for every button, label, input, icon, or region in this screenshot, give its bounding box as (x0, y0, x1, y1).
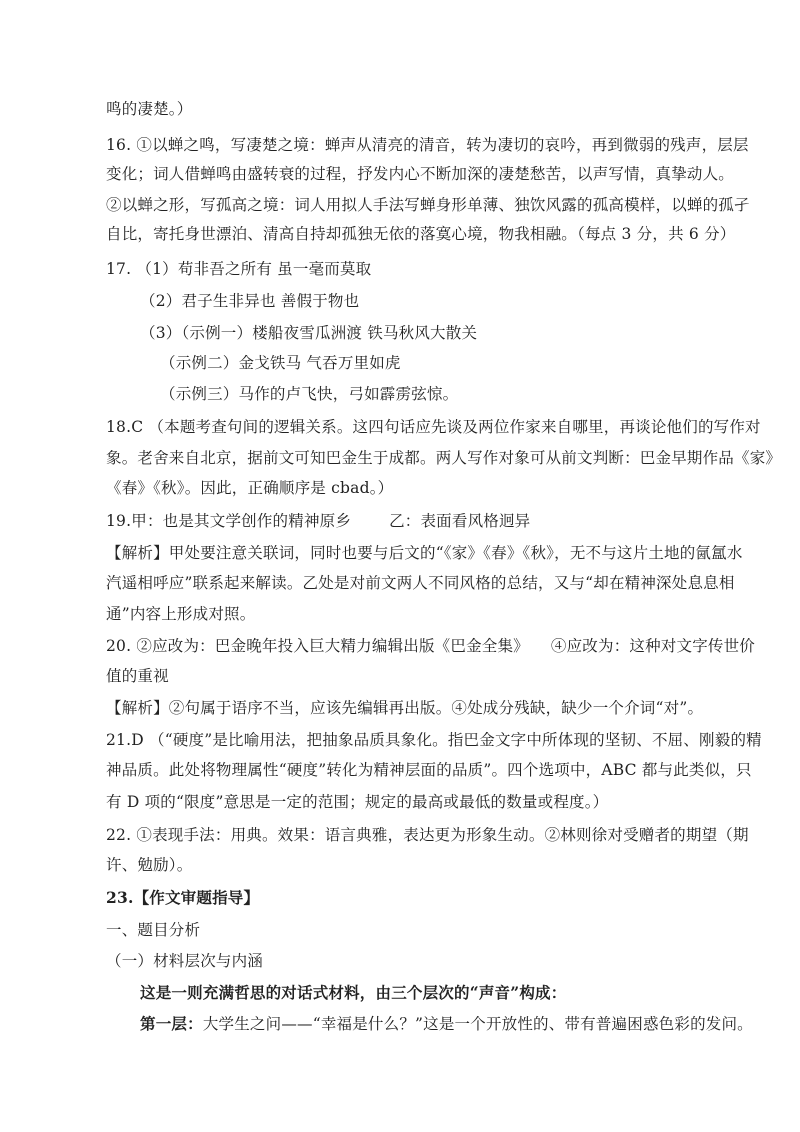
answer-16-line-1: 16. ①以蝉之鸣，写凄楚之境：蝉声从清亮的清音，转为凄切的哀吟，再到微弱的残声，层层 (106, 136, 749, 154)
answer-16-line-2: 变化；词人借蝉鸣由盛转衰的过程，抒发内心不断加深的凄楚愁苦，以声写情，真挚动人。 (106, 165, 735, 183)
answer-16-line-4: 自比，寄托身世漂泊、清高自持却孤独无依的落寞心境，物我相融。（每点 3 分，共 6 分） (106, 225, 736, 243)
subsection-heading-2: （一）材料层次与内涵 (106, 952, 264, 970)
layer-1-text: 大学生之问——“幸福是什么？”这是一个开放性的、带有普遍困惑色彩的发问。 (202, 1015, 753, 1033)
answer-21-line-1: 21.D （“硬度”是比喻用法，把抽象品质具象化。指巴金文字中所体现的坚韧、不屈、刚毅的精 (106, 731, 762, 749)
answer-22-line-1: 22. ①表现手法：用典。效果：语言典雅，表达更为形象生动。②林则徐对受赠者的期望（期 (106, 826, 749, 844)
text-line: 鸣的凄楚。） (106, 100, 193, 118)
subsection-heading-1: 一、题目分析 (106, 921, 201, 939)
analysis-19-line-2: 汽遥相呼应”联系起来解读。乙处是对前文两人不同风格的总结，又与“却在精神深处息息相 (106, 574, 735, 592)
answer-18-line-2: 象。老舍来自北京，据前文可知巴金生于成都。两人写作对象可从前文判断：巴金早期作品《家》 (106, 449, 782, 467)
layer-1-line (140, 1013, 753, 1035)
answer-21-line-2: 神品质。此处将物理属性“硬度”转化为精神层面的品质”。四个选项中，ABC 都与此类似，只 (106, 761, 752, 779)
answer-17-line-3: （3）（示例一）楼船夜雪瓜洲渡 铁马秋风大散关 (140, 324, 478, 342)
answer-17-line-1: 17. （1）苟非吾之所有 虽一毫而莫取 (106, 260, 372, 278)
answer-18-line-3: 《春》《秋》。因此，正确顺序是 cbad。） (106, 479, 394, 497)
answer-19-jia: 19.甲：也是其文学创作的精神原乡 (106, 512, 352, 530)
answer-22-line-2: 许、勉励）。 (106, 856, 193, 874)
analysis-19-line-3: 通”内容上形成对照。 (106, 605, 256, 623)
layer-1-label: 第一层： (140, 1014, 203, 1033)
answer-21-line-3: 有 D 项的“限度”意思是一定的范围；规定的最高或最低的数量或程度。） (106, 793, 609, 811)
answer-17-line-2: （2）君子生非异也 善假于物也 (140, 292, 360, 310)
analysis-20-line: 【解析】②句属于语序不当，应该先编辑再出版。④处成分残缺，缺少一个介词“对”。 (106, 699, 704, 717)
answer-19-line (106, 510, 710, 532)
answer-17-example-3: （示例三）马作的卢飞快，弓如霹雳弦惊。 (160, 385, 459, 403)
material-summary: 这是一则充满哲思的对话式材料，由三个层次的“声音”构成： (140, 983, 567, 1002)
section-23-heading: 23.【作文审题指导】 (106, 888, 260, 907)
answer-20-line-1 (106, 635, 755, 657)
answer-16-line-3: ②以蝉之形，写孤高之境：词人用拟人手法写蝉身形单薄、独饮风露的孤高模样，以蝉的孤孑 (106, 196, 750, 214)
answer-20-line-2: 值的重视 (106, 667, 169, 685)
answer-20-part-4: ④应改为：这种对文字传世价 (550, 637, 755, 655)
analysis-19-line-1: 【解析】甲处要注意关联词，同时也要与后文的“《家》《春》《秋》，无不与这片土地的氤氲水 (106, 544, 743, 562)
answer-18-line-1: 18.C （本题考查句间的逻辑关系。这四句话应先谈及两位作家来自哪里，再谈论他们的写作对 (106, 418, 761, 436)
answer-20-part-2: 20. ②应改为：巴金晚年投入巨大精力编辑出版《巴金全集》 (106, 637, 529, 655)
answer-19-yi: 乙：表面看风格迥异 (389, 512, 531, 530)
answer-17-example-2: （示例二）金戈铁马 气吞万里如虎 (160, 354, 401, 372)
